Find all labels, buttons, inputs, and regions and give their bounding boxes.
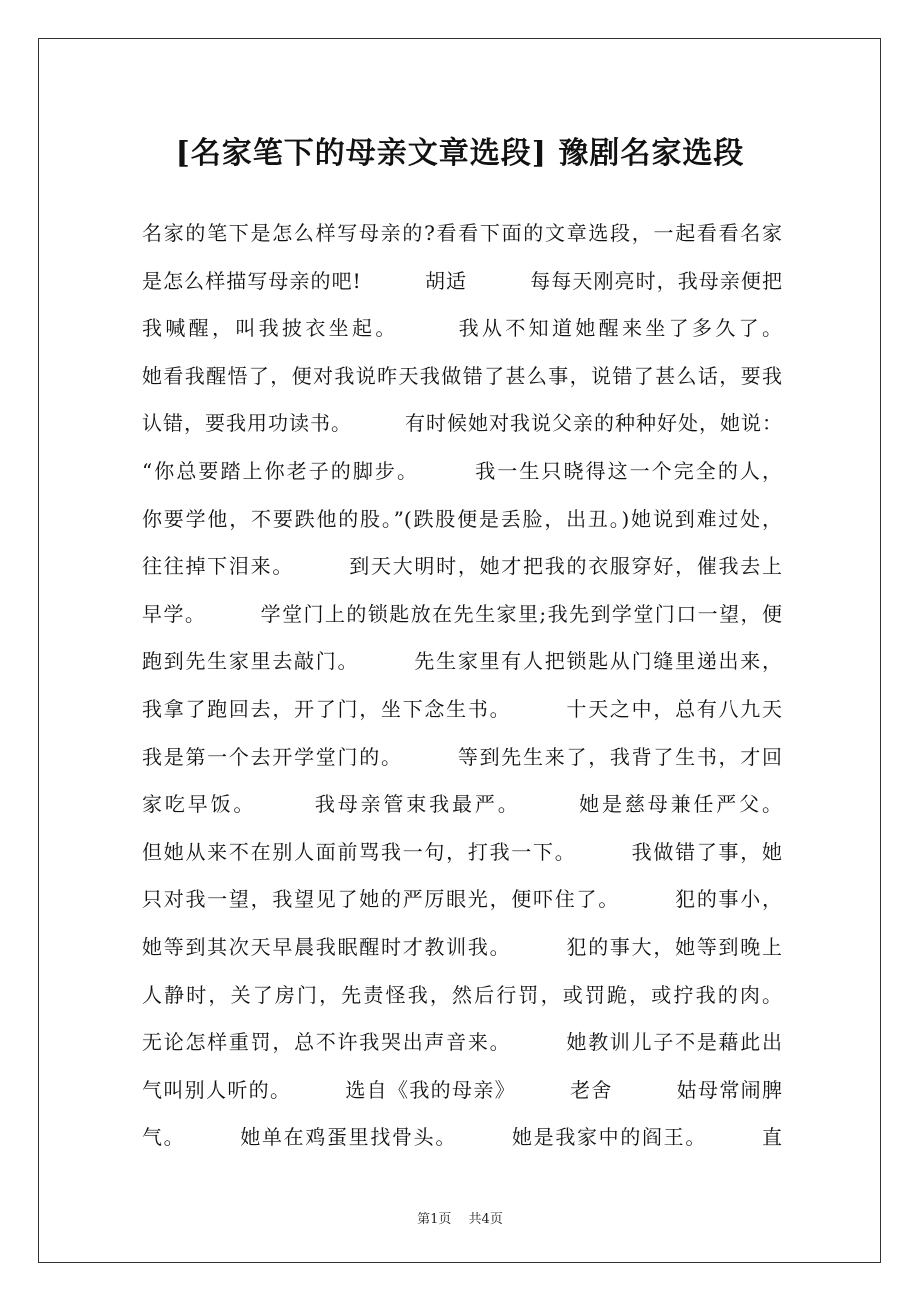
article-body — [142, 210, 782, 1162]
text-line: 家吃早饭。 我母亲管束我最严。 她是慈母兼任严父。 — [142, 792, 782, 817]
page-number: 第1页 共4页 — [417, 1212, 503, 1227]
text-line: 我是第一个去开学堂门的。 等到先生来了，我背了生书，才回 — [142, 744, 782, 769]
text-line: 往往掉下泪来。 到天大明时，她才把我的衣服穿好，催我去上 — [142, 554, 782, 579]
text-line: 她等到其次天早晨我眠醒时才教训我。 犯的事大，她等到晚上 — [142, 934, 782, 959]
text-line: 但她从来不在别人面前骂我一句，打我一下。 我做错了事，她 — [142, 839, 782, 864]
text-line: 认错，要我用功读书。 有时候她对我说父亲的种种好处，她说： — [142, 411, 782, 436]
text-line: 人静时，关了房门，先责怪我，然后行罚，或罚跪，或拧我的肉。 — [142, 982, 782, 1007]
text-line: 早学。 学堂门上的锁匙放在先生家里;我先到学堂门口一望，便 — [142, 601, 782, 626]
text-line: 只对我一望，我望见了她的严厉眼光，便吓住了。 犯的事小， — [142, 887, 782, 912]
text-line: 你要学他，不要跌他的股。”(跌股便是丢脸，出丑。)她说到难过处， — [142, 506, 782, 531]
text-line: 无论怎样重罚，总不许我哭出声音来。 她教训儿子不是藉此出 — [142, 1030, 782, 1055]
text-line: “你总要踏上你老子的脚步。 我一生只晓得这一个完全的人， — [142, 458, 782, 483]
text-line: 气。 她单在鸡蛋里找骨头。 她是我家中的阎王。 直 — [142, 1125, 782, 1150]
text-line: 是怎么样描写母亲的吧! 胡适 每每天刚亮时，我母亲便把 — [142, 268, 782, 293]
text-line: 我拿了跑回去，开了门，坐下念生书。 十天之中，总有八九天 — [142, 696, 782, 721]
text-line: 名家的笔下是怎么样写母亲的?看看下面的文章选段，一起看看名家 — [142, 221, 782, 245]
document-title: [名家笔下的母亲文章选段] 豫剧名家选段 — [175, 136, 745, 171]
text-line: 跑到先生家里去敲门。 先生家里有人把锁匙从门缝里递出来， — [142, 649, 782, 674]
text-line: 我喊醒，叫我披衣坐起。 我从不知道她醒来坐了多久了。 — [142, 316, 782, 341]
text-line: 她看我醒悟了，便对我说昨天我做错了甚么事，说错了甚么话，要我 — [142, 363, 782, 388]
text-line: 气叫别人听的。 选自《我的母亲》 老舍 姑母常闹脾 — [142, 1077, 782, 1102]
